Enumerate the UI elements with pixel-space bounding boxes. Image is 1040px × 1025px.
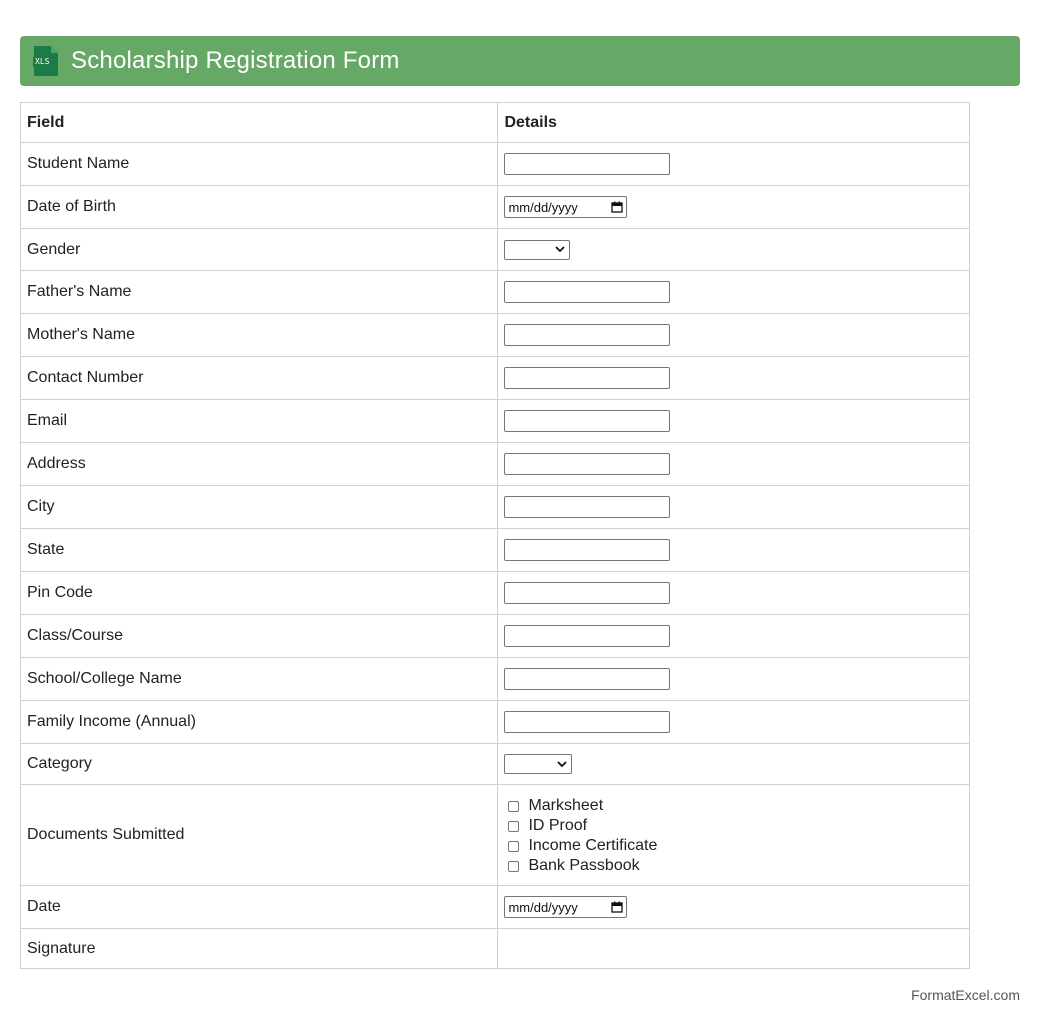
address-input[interactable]: [504, 453, 670, 475]
table-row: [21, 400, 970, 443]
table-row: [21, 271, 970, 314]
mother-name-input[interactable]: [504, 324, 670, 346]
calendar-icon[interactable]: [611, 901, 623, 913]
checkbox-box[interactable]: [508, 801, 519, 812]
details-cell: [498, 486, 970, 529]
date-placeholder: mm/dd/yyyy: [508, 899, 578, 915]
checkbox-id-proof[interactable]: [504, 818, 963, 834]
details-cell: [498, 271, 970, 314]
table-row: [21, 486, 970, 529]
page-title: Scholarship Registration Form: [71, 47, 400, 74]
signature-cell: [498, 929, 970, 969]
details-cell: [498, 186, 970, 229]
field-label: Father's Name: [21, 271, 498, 314]
pin-code-input[interactable]: [504, 582, 670, 604]
checkbox-label: Marksheet: [528, 797, 604, 814]
dob-date-input[interactable]: [504, 196, 627, 218]
details-cell: [498, 744, 970, 785]
school-college-input[interactable]: [504, 668, 670, 690]
field-label: Family Income (Annual): [21, 701, 498, 744]
state-input[interactable]: [504, 539, 670, 561]
table-row: [21, 529, 970, 572]
calendar-icon[interactable]: [611, 201, 623, 213]
checkbox-label: Income Certificate: [528, 837, 658, 854]
class-course-input[interactable]: [504, 625, 670, 647]
table-row: [21, 443, 970, 486]
table-row: [21, 701, 970, 744]
field-label: Student Name: [21, 143, 498, 186]
column-header-field: Field: [21, 103, 498, 143]
documents-checklist: [504, 796, 963, 874]
chevron-down-icon: [555, 246, 565, 253]
field-label: Signature: [21, 929, 498, 969]
details-cell: [498, 785, 970, 886]
table-row: [21, 143, 970, 186]
table-header-row: [21, 103, 970, 143]
table-row: [21, 314, 970, 357]
details-cell: [498, 314, 970, 357]
checkbox-marksheet[interactable]: [504, 798, 963, 814]
email-input[interactable]: [504, 410, 670, 432]
details-cell: [498, 529, 970, 572]
field-label: State: [21, 529, 498, 572]
checkbox-box[interactable]: [508, 861, 519, 872]
table-row: [21, 186, 970, 229]
field-label: Contact Number: [21, 357, 498, 400]
field-label: Mother's Name: [21, 314, 498, 357]
gender-select[interactable]: [504, 240, 570, 260]
checkbox-box[interactable]: [508, 841, 519, 852]
field-label: Documents Submitted: [21, 785, 498, 886]
footer-credit: FormatExcel.com: [911, 987, 1020, 1003]
column-header-details: Details: [498, 103, 970, 143]
student-name-input[interactable]: [504, 153, 670, 175]
table-row: [21, 744, 970, 785]
date-input[interactable]: [504, 896, 627, 918]
date-placeholder: mm/dd/yyyy: [508, 199, 578, 215]
details-cell: [498, 572, 970, 615]
field-label: Address: [21, 443, 498, 486]
field-label: City: [21, 486, 498, 529]
table-row: [21, 785, 970, 886]
family-income-input[interactable]: [504, 711, 670, 733]
table-row: [21, 886, 970, 929]
field-label: Email: [21, 400, 498, 443]
table-row: [21, 229, 970, 271]
details-cell: [498, 229, 970, 271]
field-label: Date: [21, 886, 498, 929]
table-row: [21, 572, 970, 615]
details-cell: [498, 400, 970, 443]
details-cell: [498, 615, 970, 658]
xls-file-icon: [32, 45, 60, 77]
details-cell: [498, 143, 970, 186]
xls-icon-text: XLS: [35, 57, 50, 66]
field-label: Class/Course: [21, 615, 498, 658]
checkbox-bank-passbook[interactable]: [504, 858, 963, 874]
checkbox-box[interactable]: [508, 821, 519, 832]
form-header: [20, 36, 1020, 86]
table-row: [21, 929, 970, 969]
contact-number-input[interactable]: [504, 367, 670, 389]
field-label: School/College Name: [21, 658, 498, 701]
checkbox-label: Bank Passbook: [528, 857, 640, 874]
checkbox-income-certificate[interactable]: [504, 838, 963, 854]
table-row: [21, 658, 970, 701]
field-label: Gender: [21, 229, 498, 271]
table-row: [21, 615, 970, 658]
details-cell: [498, 658, 970, 701]
details-cell: [498, 357, 970, 400]
registration-table: [20, 102, 970, 969]
details-cell: [498, 701, 970, 744]
father-name-input[interactable]: [504, 281, 670, 303]
chevron-down-icon: [557, 761, 567, 768]
field-label: Category: [21, 744, 498, 785]
checkbox-label: ID Proof: [528, 817, 588, 834]
details-cell: [498, 886, 970, 929]
city-input[interactable]: [504, 496, 670, 518]
field-label: Pin Code: [21, 572, 498, 615]
table-row: [21, 357, 970, 400]
category-select[interactable]: [504, 754, 572, 774]
field-label: Date of Birth: [21, 186, 498, 229]
details-cell: [498, 443, 970, 486]
